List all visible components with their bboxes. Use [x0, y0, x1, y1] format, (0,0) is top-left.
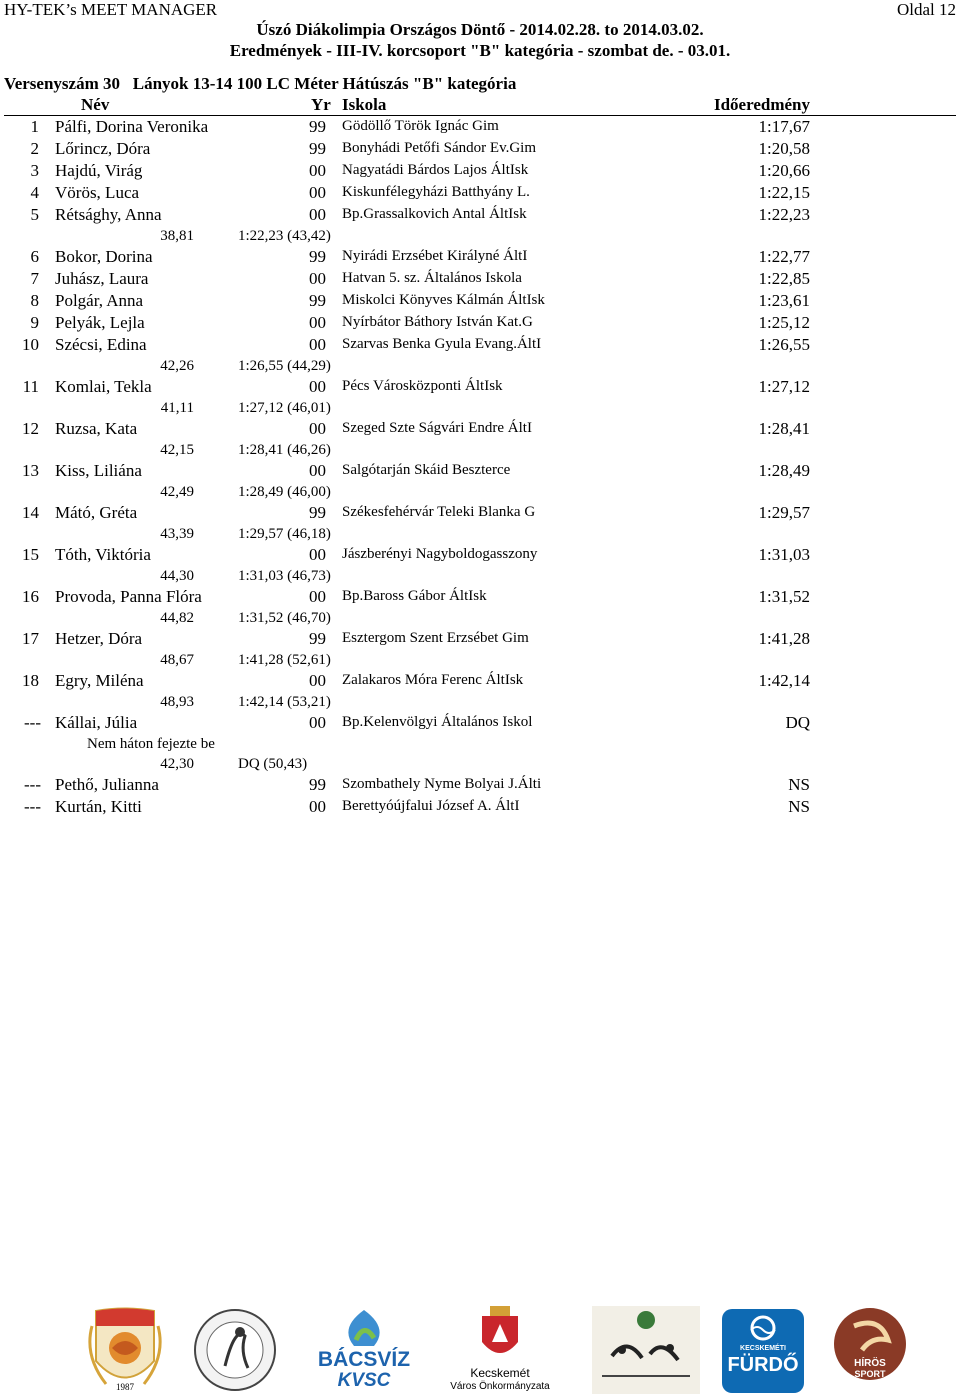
- page-number: Oldal 12: [896, 0, 956, 19]
- split-50m: 42,26: [160, 358, 194, 374]
- result-row: [0, 503, 960, 525]
- final-time: 1:42,14: [758, 671, 810, 690]
- furdo-text: FÜRDŐ: [727, 1354, 799, 1376]
- swimmer-name: Mátó, Gréta: [55, 503, 138, 522]
- place-cell: 15: [22, 545, 39, 564]
- swimmer-name: Kállai, Júlia: [55, 713, 138, 732]
- school-name: Nyírbátor Báthory István Kat.G: [342, 314, 533, 330]
- result-row: [0, 775, 960, 797]
- split-50m: 42,15: [160, 442, 194, 458]
- final-time: 1:25,12: [758, 313, 810, 332]
- coat-of-arms-icon: [478, 1306, 522, 1364]
- birth-year: 99: [309, 247, 326, 266]
- place-cell: 2: [30, 139, 39, 158]
- result-row: [0, 419, 960, 441]
- final-time: 1:31,03: [758, 545, 810, 564]
- final-time: 1:27,12: [758, 377, 810, 396]
- split-row: [0, 610, 960, 630]
- split-100m: 1:26,55 (44,29): [238, 358, 331, 374]
- split-row: [0, 228, 960, 248]
- result-row: [0, 587, 960, 609]
- split-50m: 42,30: [160, 756, 194, 772]
- bacsviz-text: BÁCSVÍZ: [317, 1348, 411, 1371]
- varos-text: Város Önkormányzata: [450, 1381, 550, 1392]
- hiros-text: HÍRÖS: [854, 1358, 886, 1369]
- final-time: NS: [788, 797, 810, 816]
- school-name: Bp.Baross Gábor ÁltIsk: [342, 588, 487, 604]
- birth-year: 00: [309, 545, 326, 564]
- school-name: Esztergom Szent Erzsébet Gim: [342, 630, 529, 646]
- swimmer-name: Pelyák, Lejla: [55, 313, 145, 332]
- sport-text: SPORT: [854, 1369, 886, 1379]
- birth-year: 00: [309, 587, 326, 606]
- event-title: Versenyszám 30 Lányok 13-14 100 LC Méter Hátúszás "B" kategória: [4, 74, 517, 93]
- final-time: 1:22,85: [758, 269, 810, 288]
- final-time: 1:17,67: [758, 117, 810, 136]
- water-drop-icon: [334, 1308, 394, 1348]
- final-time: 1:22,15: [758, 183, 810, 202]
- swimmer-name: Polgár, Anna: [55, 291, 144, 310]
- split-100m: 1:28,41 (46,26): [238, 442, 331, 458]
- result-row: [0, 313, 960, 335]
- result-row: [0, 461, 960, 483]
- column-name: Név: [81, 95, 110, 114]
- place-cell: 8: [30, 291, 39, 310]
- swimmer-name: Lőrincz, Dóra: [55, 139, 151, 158]
- place-cell: 10: [22, 335, 39, 354]
- birth-year: 99: [309, 503, 326, 522]
- place-cell: 9: [30, 313, 39, 332]
- place-cell: 14: [22, 503, 39, 522]
- final-time: 1:22,77: [758, 247, 810, 266]
- place-cell: 1: [30, 117, 39, 136]
- final-time: 1:28,41: [758, 419, 810, 438]
- result-row: [0, 205, 960, 227]
- place-cell: 11: [22, 377, 39, 396]
- swimmer-name: Provoda, Panna Flóra: [55, 587, 202, 606]
- school-name: Szarvas Benka Gyula Evang.ÁltI: [342, 336, 542, 352]
- birth-year: 00: [309, 713, 326, 732]
- column-time: Időeredmény: [713, 95, 810, 114]
- school-name: Miskolci Könyves Kálmán ÁltIsk: [342, 292, 545, 308]
- place-cell: 18: [22, 671, 39, 690]
- place-cell: 5: [30, 205, 39, 224]
- result-row: [0, 335, 960, 357]
- place-cell: 17: [22, 629, 39, 648]
- software-name: HY-TEK’s MEET MANAGER: [4, 0, 218, 19]
- split-100m: 1:29,57 (46,18): [238, 526, 331, 542]
- place-cell: 7: [30, 269, 39, 288]
- school-name: Székesfehérvár Teleki Blanka G: [342, 504, 536, 520]
- swimmer-name: Komlai, Tekla: [55, 377, 152, 396]
- final-time: 1:41,28: [758, 629, 810, 648]
- result-row: [0, 797, 960, 819]
- final-time: DQ: [785, 713, 810, 732]
- split-row: [0, 358, 960, 378]
- swimmer-name: Juhász, Laura: [55, 269, 149, 288]
- school-name: Zalakaros Móra Ferenc ÁltIsk: [342, 672, 524, 688]
- result-row: [0, 291, 960, 313]
- split-100m: 1:27,12 (46,01): [238, 400, 331, 416]
- birth-year: 00: [309, 205, 326, 224]
- split-100m: 1:31,52 (46,70): [238, 610, 331, 626]
- school-name: Berettyóújfalui József A. ÁltI: [342, 798, 520, 814]
- split-50m: 38,81: [160, 228, 194, 244]
- school-name: Gödöllő Török Ignác Gim: [342, 118, 499, 134]
- school-name: Nyirádi Erzsébet Királyné ÁltI: [342, 248, 528, 264]
- split-50m: 48,67: [160, 652, 194, 668]
- school-name: Salgótarján Skáid Beszterce: [342, 462, 511, 478]
- birth-year: 99: [309, 139, 326, 158]
- kecskemet-text: Kecskemét: [470, 1366, 530, 1380]
- result-row: [0, 183, 960, 205]
- final-time: 1:29,57: [758, 503, 810, 522]
- split-row: [0, 694, 960, 714]
- kecskemet-logo: [440, 1306, 560, 1396]
- birth-year: 00: [309, 313, 326, 332]
- place-cell: ---: [24, 775, 41, 794]
- final-time: 1:31,52: [758, 587, 810, 606]
- place-cell: ---: [24, 797, 41, 816]
- result-note: Nem háton fejezte be: [87, 736, 215, 752]
- birth-year: 00: [309, 269, 326, 288]
- school-name: Pécs Városközponti ÁltIsk: [342, 378, 503, 394]
- birth-year: 00: [309, 671, 326, 690]
- diaksport-badge-icon: [190, 1306, 280, 1394]
- split-100m: 1:22,23 (43,42): [238, 228, 331, 244]
- swimmer-name: Pethő, Julianna: [55, 775, 159, 794]
- school-name: Bp.Kelenvölgyi Általános Iskol: [342, 714, 533, 730]
- final-time: 1:22,23: [758, 205, 810, 224]
- split-50m: 43,39: [160, 526, 194, 542]
- split-row: [0, 484, 960, 504]
- results-title: Eredmények - III-IV. korcsoport "B" kategória - szombat de. - 03.01.: [229, 41, 731, 60]
- split-row: [0, 526, 960, 546]
- wave-icon: [743, 1315, 783, 1341]
- place-cell: 4: [30, 183, 39, 202]
- final-time: 1:20,66: [758, 161, 810, 180]
- year-text: 1987: [116, 1382, 134, 1392]
- furdo-top-text: KECSKEMÉTI: [740, 1345, 786, 1352]
- final-time: NS: [788, 775, 810, 794]
- result-row: [0, 247, 960, 269]
- birth-year: 00: [309, 797, 326, 816]
- result-row: [0, 545, 960, 567]
- result-row: [0, 671, 960, 693]
- swimmer-name: Tóth, Viktória: [55, 545, 151, 564]
- split-row: [0, 568, 960, 588]
- final-time: 1:20,58: [758, 139, 810, 158]
- swimmer-name: Vörös, Luca: [55, 183, 140, 202]
- swimmer-name: Szécsi, Edina: [55, 335, 147, 354]
- place-cell: 12: [22, 419, 39, 438]
- school-name: Bp.Grassalkovich Antal ÁltIsk: [342, 206, 527, 222]
- split-row: [0, 442, 960, 462]
- swimmer-name: Kurtán, Kitti: [55, 797, 142, 816]
- split-50m: 44,30: [160, 568, 194, 584]
- birth-year: 00: [309, 183, 326, 202]
- bacsviz-logo: [308, 1306, 420, 1396]
- school-name: Nagyatádi Bárdos Lajos ÁltIsk: [342, 162, 529, 178]
- furdo-logo: [722, 1309, 804, 1393]
- split-50m: 41,11: [160, 400, 194, 416]
- place-cell: 3: [30, 161, 39, 180]
- place-cell: 16: [22, 587, 39, 606]
- final-time: 1:28,49: [758, 461, 810, 480]
- split-100m: 1:31,03 (46,73): [238, 568, 331, 584]
- result-row: [0, 377, 960, 399]
- split-50m: 48,93: [160, 694, 194, 710]
- birth-year: 00: [309, 377, 326, 396]
- split-100m: 1:41,28 (52,61): [238, 652, 331, 668]
- swimmer-name: Bokor, Dorina: [55, 247, 153, 266]
- split-100m: 1:28,49 (46,00): [238, 484, 331, 500]
- place-cell: 13: [22, 461, 39, 480]
- result-row: [0, 139, 960, 161]
- swim-club-badge-icon: [86, 1306, 164, 1396]
- swimmer-name: Hetzer, Dóra: [55, 629, 143, 648]
- birth-year: 00: [309, 419, 326, 438]
- split-50m: 42,49: [160, 484, 194, 500]
- column-school: Iskola: [342, 95, 387, 114]
- birth-year: 99: [309, 775, 326, 794]
- final-time: 1:23,61: [758, 291, 810, 310]
- result-row: [0, 161, 960, 183]
- swimmer-name: Ruzsa, Kata: [55, 419, 138, 438]
- school-name: Szombathely Nyme Bolyai J.Álti: [342, 776, 542, 792]
- split-50m: 44,82: [160, 610, 194, 626]
- final-time: 1:26,55: [758, 335, 810, 354]
- kvsc-text: KVSC: [337, 1370, 391, 1391]
- result-row: [0, 713, 960, 735]
- birth-year: 00: [309, 161, 326, 180]
- school-name: Kiskunfélegyházi Batthyány L.: [342, 184, 530, 200]
- result-row: [0, 269, 960, 291]
- split-row: [0, 756, 960, 776]
- swimmers-poster-icon: [592, 1306, 700, 1394]
- header-divider: [4, 115, 956, 116]
- column-yr: Yr: [311, 95, 331, 114]
- swimmer-name: Pálfi, Dorina Veronika: [55, 117, 209, 136]
- swimmer-name: Egry, Miléna: [55, 671, 144, 690]
- school-name: Hatvan 5. sz. Általános Iskola: [342, 270, 522, 286]
- hiros-sport-logo: [832, 1306, 908, 1392]
- sponsor-logos: [0, 1306, 960, 1396]
- school-name: Bonyhádi Petőfi Sándor Ev.Gim: [342, 140, 537, 156]
- swimmer-name: Hajdú, Virág: [55, 161, 143, 180]
- birth-year: 00: [309, 461, 326, 480]
- split-100m: DQ (50,43): [238, 756, 308, 772]
- result-row: [0, 117, 960, 139]
- split-row: [0, 400, 960, 420]
- place-cell: 6: [30, 247, 39, 266]
- birth-year: 99: [309, 629, 326, 648]
- result-row: [0, 629, 960, 651]
- birth-year: 99: [309, 117, 326, 136]
- swimmer-name: Kiss, Liliána: [55, 461, 142, 480]
- birth-year: 99: [309, 291, 326, 310]
- meet-title: Úszó Diákolimpia Országos Döntő - 2014.02.28. to 2014.03.02.: [256, 20, 704, 39]
- school-name: Szeged Szte Ságvári Endre ÁltI: [342, 420, 532, 436]
- place-cell: ---: [24, 713, 41, 732]
- school-name: Jászberényi Nagyboldogasszony: [342, 546, 538, 562]
- birth-year: 00: [309, 335, 326, 354]
- split-100m: 1:42,14 (53,21): [238, 694, 331, 710]
- swimmer-name: Rétsághy, Anna: [55, 205, 162, 224]
- split-row: [0, 652, 960, 672]
